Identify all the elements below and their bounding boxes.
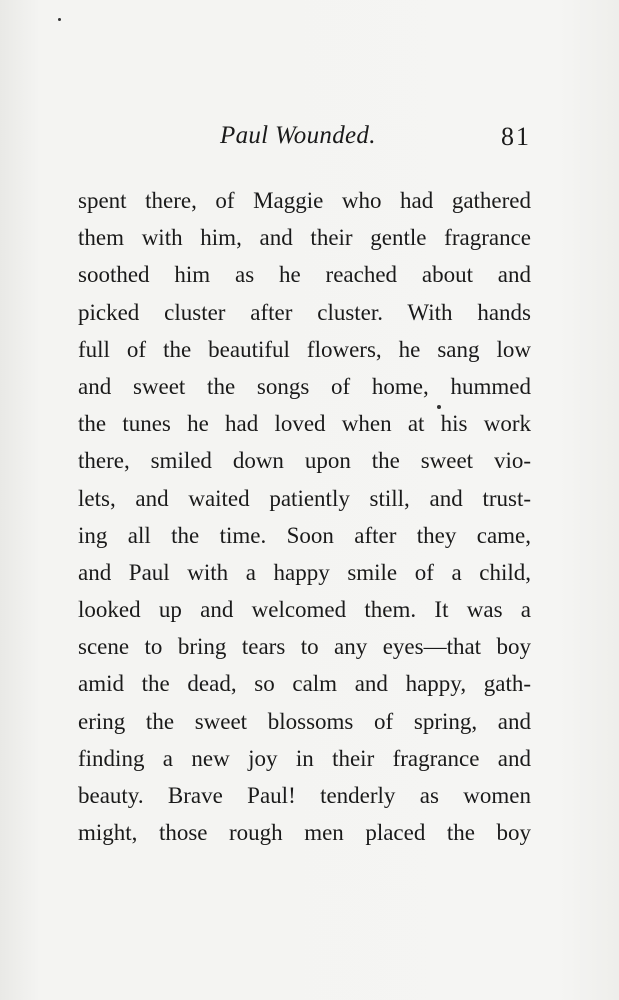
running-title: Paul Wounded. — [220, 122, 376, 149]
text-line: ing all the time. Soon after they came, — [78, 522, 531, 548]
text-line: finding a new joy in their fragrance and — [78, 745, 531, 771]
text-line: and sweet the songs of home, hummed — [78, 373, 531, 399]
page-header — [78, 122, 531, 162]
text-line: picked cluster after cluster. With hands — [78, 299, 531, 325]
text-line: the tunes he had loved when at his work — [78, 411, 531, 437]
text-line: ering the sweet blossoms of spring, and — [78, 708, 531, 734]
text-line: scene to bring tears to any eyes—that boy — [78, 634, 531, 660]
text-line: might, those rough men placed the boy — [78, 820, 531, 846]
text-line: looked up and welcomed them. It was a — [78, 597, 531, 623]
text-line: soothed him as he reached about and — [78, 262, 531, 288]
text-line: them with him, and their gentle fragrance — [78, 225, 531, 251]
page-speck — [58, 18, 61, 21]
text-line: beauty. Brave Paul! tenderly as women — [78, 783, 531, 808]
text-line: amid the dead, so calm and happy, gath- — [78, 671, 531, 697]
text-line: full of the beautiful flowers, he sang low — [78, 336, 531, 362]
text-line: and Paul with a happy smile of a child, — [78, 559, 531, 585]
page-number: 81 — [501, 122, 531, 151]
text-line: spent there, of Maggie who had gathered — [78, 188, 531, 213]
text-line: there, smiled down upon the sweet vio- — [78, 448, 531, 474]
body-text — [78, 182, 531, 851]
text-line: lets, and waited patiently still, and trust- — [78, 485, 531, 511]
